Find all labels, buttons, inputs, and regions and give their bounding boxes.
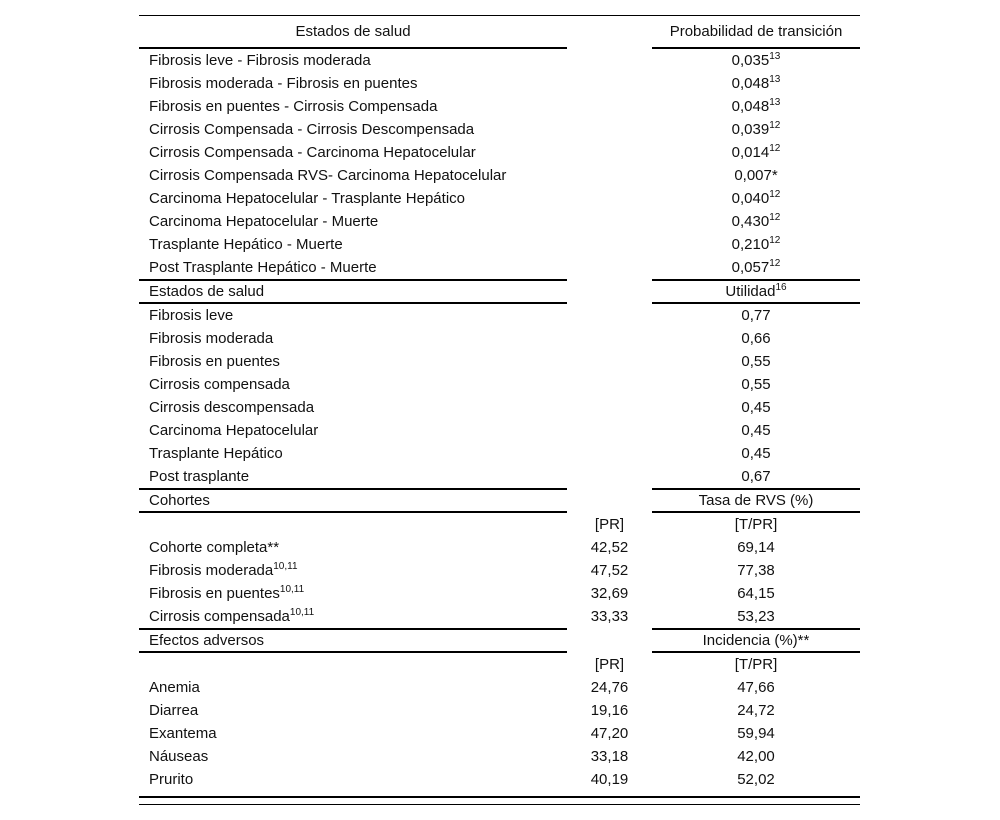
row-pr-value-text: 42,52: [590, 539, 629, 556]
row-value-superscript: 12: [769, 143, 781, 154]
row-value-superscript: 12: [769, 212, 781, 223]
row-value-text: 0,66: [741, 330, 771, 347]
table-row: [139, 745, 860, 768]
row-pr-value: [567, 582, 652, 605]
row-label-text: Fibrosis en puentes: [149, 585, 280, 602]
row-label-text: Diarrea: [149, 702, 199, 719]
row-value: [652, 513, 860, 536]
row-label: [139, 187, 567, 210]
row-label: [139, 722, 567, 745]
header-value-text: Probabilidad de transición: [669, 23, 843, 40]
table-row: [139, 419, 860, 442]
row-value-text: 0,040: [731, 190, 770, 207]
header-value-text: Tasa de RVS (%): [698, 492, 814, 509]
table-row: [139, 72, 860, 95]
row-value: [652, 327, 860, 350]
row-pr-value: [567, 327, 652, 350]
row-pr-value: [567, 187, 652, 210]
row-value: [652, 118, 860, 141]
row-value: [652, 373, 860, 396]
row-label-text: Carcinoma Hepatocelular: [149, 422, 319, 439]
row-value: [652, 559, 860, 582]
row-label-text: Carcinoma Hepatocelular - Trasplante Hepático: [149, 190, 465, 207]
row-label: [139, 256, 567, 279]
row-label-text: Cohorte completa**: [149, 539, 280, 556]
row-pr-value: [567, 442, 652, 465]
row-pr-value: [567, 49, 652, 72]
row-label-text: Post Trasplante Hepático - Muerte: [149, 259, 377, 276]
row-value: [652, 536, 860, 559]
row-value: [652, 722, 860, 745]
table-row: [139, 699, 860, 722]
row-pr-value-text: 47,20: [590, 725, 629, 742]
header-value: [652, 16, 860, 49]
row-label-text: Fibrosis moderada - Fibrosis en puentes: [149, 75, 418, 92]
row-label: [139, 304, 567, 327]
table-row: [139, 513, 860, 536]
row-label-text: Náuseas: [149, 748, 209, 765]
row-value-text: 0,55: [741, 353, 771, 370]
row-pr-value-text: 19,16: [590, 702, 629, 719]
table-row: [139, 442, 860, 465]
row-label-text: Trasplante Hepático: [149, 445, 283, 462]
row-value-text: 0,55: [741, 376, 771, 393]
row-pr-value: [567, 350, 652, 373]
row-label: [139, 699, 567, 722]
row-label-text: Fibrosis leve - Fibrosis moderada: [149, 52, 371, 69]
row-value-text: 59,94: [737, 725, 775, 742]
row-value-text: 47,66: [737, 679, 775, 696]
row-value-text: [T/PR]: [734, 656, 778, 673]
row-label-text: Fibrosis moderada: [149, 562, 274, 579]
table-bottom-rule: [139, 796, 860, 805]
row-pr-value: [567, 396, 652, 419]
header-label-text: Estados de salud: [149, 283, 265, 300]
row-pr-value: [567, 536, 652, 559]
row-pr-value-text: 24,76: [590, 679, 629, 696]
row-value-superscript: 12: [769, 120, 781, 131]
row-pr-value: [567, 95, 652, 118]
row-value: [652, 582, 860, 605]
table-row: [139, 373, 860, 396]
row-pr-value: [567, 164, 652, 187]
header-value-superscript: 16: [775, 282, 787, 293]
header-label-text: Efectos adversos: [149, 632, 265, 649]
row-value-text: 0,77: [741, 307, 771, 324]
row-label-text: Prurito: [149, 771, 194, 788]
header-label-text: Estados de salud: [295, 23, 411, 40]
row-pr-value: [567, 768, 652, 791]
row-label: [139, 745, 567, 768]
row-pr-value: [567, 465, 652, 488]
row-pr-value: [567, 141, 652, 164]
row-label: [139, 582, 567, 605]
row-label: [139, 419, 567, 442]
row-label: [139, 233, 567, 256]
row-value: [652, 442, 860, 465]
row-label: [139, 72, 567, 95]
row-label: [139, 141, 567, 164]
row-pr-value: [567, 559, 652, 582]
row-value-text: 0,057: [731, 259, 770, 276]
row-value: [652, 419, 860, 442]
row-label: [139, 465, 567, 488]
row-label: [139, 605, 567, 628]
row-value-text: 0,035: [731, 52, 770, 69]
table-row: [139, 95, 860, 118]
table-row: [139, 141, 860, 164]
row-value-text: 0,45: [741, 422, 771, 439]
row-label: [139, 210, 567, 233]
table-row: [139, 653, 860, 676]
header-label: [139, 488, 567, 513]
row-label: [139, 373, 567, 396]
row-value-text: 0,45: [741, 399, 771, 416]
row-pr-value: [567, 72, 652, 95]
row-pr-value: [567, 118, 652, 141]
table-row: [139, 210, 860, 233]
table-row: [139, 605, 860, 628]
row-label: [139, 396, 567, 419]
row-pr-value: [567, 419, 652, 442]
row-pr-value: [567, 605, 652, 628]
row-pr-value-text: 33,33: [590, 608, 629, 625]
row-label-text: Anemia: [149, 679, 200, 696]
header-value-text: Incidencia (%)**: [702, 632, 810, 649]
table-row: [139, 582, 860, 605]
row-value-superscript: 13: [769, 51, 781, 62]
row-label-text: Cirrosis Compensada - Cirrosis Descompensada: [149, 121, 475, 138]
row-value-text: 0,039: [731, 121, 770, 138]
table-row: [139, 350, 860, 373]
row-label: [139, 536, 567, 559]
row-value: [652, 256, 860, 279]
table-row: [139, 559, 860, 582]
table-row: [139, 164, 860, 187]
row-value-text: 64,15: [737, 585, 775, 602]
header-label-text: Cohortes: [149, 492, 210, 509]
row-value: [652, 465, 860, 488]
row-label: [139, 49, 567, 72]
row-pr-value: [567, 722, 652, 745]
row-pr-value: [567, 373, 652, 396]
row-value-text: 0,048: [731, 98, 770, 115]
row-value: [652, 676, 860, 699]
table-row: [139, 118, 860, 141]
row-label: [139, 118, 567, 141]
header-value: [652, 628, 860, 653]
row-pr-value: [567, 676, 652, 699]
section-header-row: [139, 16, 860, 49]
table-row: [139, 304, 860, 327]
row-label-text: Cirrosis Compensada - Carcinoma Hepatocelular: [149, 144, 476, 161]
row-pr-value-text: [PR]: [594, 516, 625, 533]
row-value-text: 0,014: [731, 144, 770, 161]
row-pr-value: [567, 745, 652, 768]
row-value: [652, 95, 860, 118]
table-row: [139, 327, 860, 350]
row-label-text: Cirrosis compensada: [149, 608, 290, 625]
header-spacer: [567, 16, 652, 49]
row-value: [652, 187, 860, 210]
row-pr-value: [567, 304, 652, 327]
row-pr-value: [567, 233, 652, 256]
row-value-text: 24,72: [737, 702, 775, 719]
row-pr-value: [567, 210, 652, 233]
row-pr-value: [567, 256, 652, 279]
row-value-superscript: 12: [769, 235, 781, 246]
header-value-text: Utilidad: [725, 283, 776, 300]
data-table: [139, 15, 860, 805]
row-pr-value-text: [PR]: [594, 656, 625, 673]
row-label-text: Cirrosis descompensada: [149, 399, 315, 416]
row-label-text: Cirrosis compensada: [149, 376, 290, 393]
row-value: [652, 699, 860, 722]
row-value-text: 0,048: [731, 75, 770, 92]
row-value: [652, 210, 860, 233]
section-header-row: [139, 488, 860, 513]
row-label: [139, 653, 567, 676]
row-value: [652, 141, 860, 164]
row-value-text: 0,430: [731, 213, 770, 230]
row-value-text: 0,45: [741, 445, 771, 462]
row-label-superscript: 10,11: [289, 607, 315, 618]
row-value-text: 0,67: [741, 468, 771, 485]
row-value-text: 0,210: [731, 236, 770, 253]
row-value: [652, 72, 860, 95]
row-value-text: 42,00: [737, 748, 775, 765]
row-value: [652, 768, 860, 791]
header-label: [139, 628, 567, 653]
row-label-text: Carcinoma Hepatocelular - Muerte: [149, 213, 379, 230]
row-label: [139, 350, 567, 373]
row-value: [652, 304, 860, 327]
row-label-superscript: 10,11: [279, 584, 305, 595]
table-row: [139, 722, 860, 745]
table-row: [139, 536, 860, 559]
table-row: [139, 768, 860, 791]
section-header-row: [139, 279, 860, 304]
header-value: [652, 279, 860, 304]
row-label-text: Fibrosis leve: [149, 307, 234, 324]
row-value-superscript: 13: [769, 74, 781, 85]
table-row: [139, 396, 860, 419]
row-value: [652, 605, 860, 628]
row-value-text: 0,007*: [734, 167, 778, 184]
row-label: [139, 95, 567, 118]
section-header-row: [139, 628, 860, 653]
table-row: [139, 256, 860, 279]
header-spacer: [567, 279, 652, 304]
row-label-text: Fibrosis en puentes - Cirrosis Compensada: [149, 98, 438, 115]
row-label: [139, 676, 567, 699]
row-label: [139, 442, 567, 465]
row-label: [139, 559, 567, 582]
row-label: [139, 513, 567, 536]
row-label-text: Fibrosis moderada: [149, 330, 274, 347]
row-value: [652, 49, 860, 72]
header-label: [139, 16, 567, 49]
row-pr-value: [567, 699, 652, 722]
row-label-text: Cirrosis Compensada RVS- Carcinoma Hepatocelular: [149, 167, 507, 184]
row-pr-value-text: 32,69: [590, 585, 629, 602]
row-pr-value: [567, 513, 652, 536]
row-value-superscript: 12: [769, 258, 781, 269]
header-value: [652, 488, 860, 513]
row-pr-value-text: 40,19: [590, 771, 629, 788]
row-pr-value: [567, 653, 652, 676]
header-spacer: [567, 628, 652, 653]
header-spacer: [567, 488, 652, 513]
row-label: [139, 164, 567, 187]
row-value: [652, 164, 860, 187]
table-row: [139, 187, 860, 210]
row-pr-value-text: 47,52: [590, 562, 629, 579]
row-value: [652, 350, 860, 373]
row-label: [139, 768, 567, 791]
row-label-text: Post trasplante: [149, 468, 250, 485]
row-label-text: Fibrosis en puentes: [149, 353, 280, 370]
row-value: [652, 653, 860, 676]
row-label-text: Trasplante Hepático - Muerte: [149, 236, 343, 253]
table-row: [139, 676, 860, 699]
row-value-text: 69,14: [737, 539, 775, 556]
row-value-text: 52,02: [737, 771, 775, 788]
row-value-text: 77,38: [737, 562, 775, 579]
row-pr-value-text: 33,18: [590, 748, 629, 765]
row-label-text: Exantema: [149, 725, 217, 742]
row-value-text: 53,23: [737, 608, 775, 625]
row-value: [652, 396, 860, 419]
header-label: [139, 279, 567, 304]
row-label: [139, 327, 567, 350]
table-row: [139, 233, 860, 256]
row-value: [652, 745, 860, 768]
row-value: [652, 233, 860, 256]
table-row: [139, 49, 860, 72]
row-label-superscript: 10,11: [273, 561, 298, 572]
row-value-superscript: 12: [769, 189, 781, 200]
row-value-superscript: 13: [769, 97, 781, 108]
table-row: [139, 465, 860, 488]
row-value-text: [T/PR]: [734, 516, 778, 533]
